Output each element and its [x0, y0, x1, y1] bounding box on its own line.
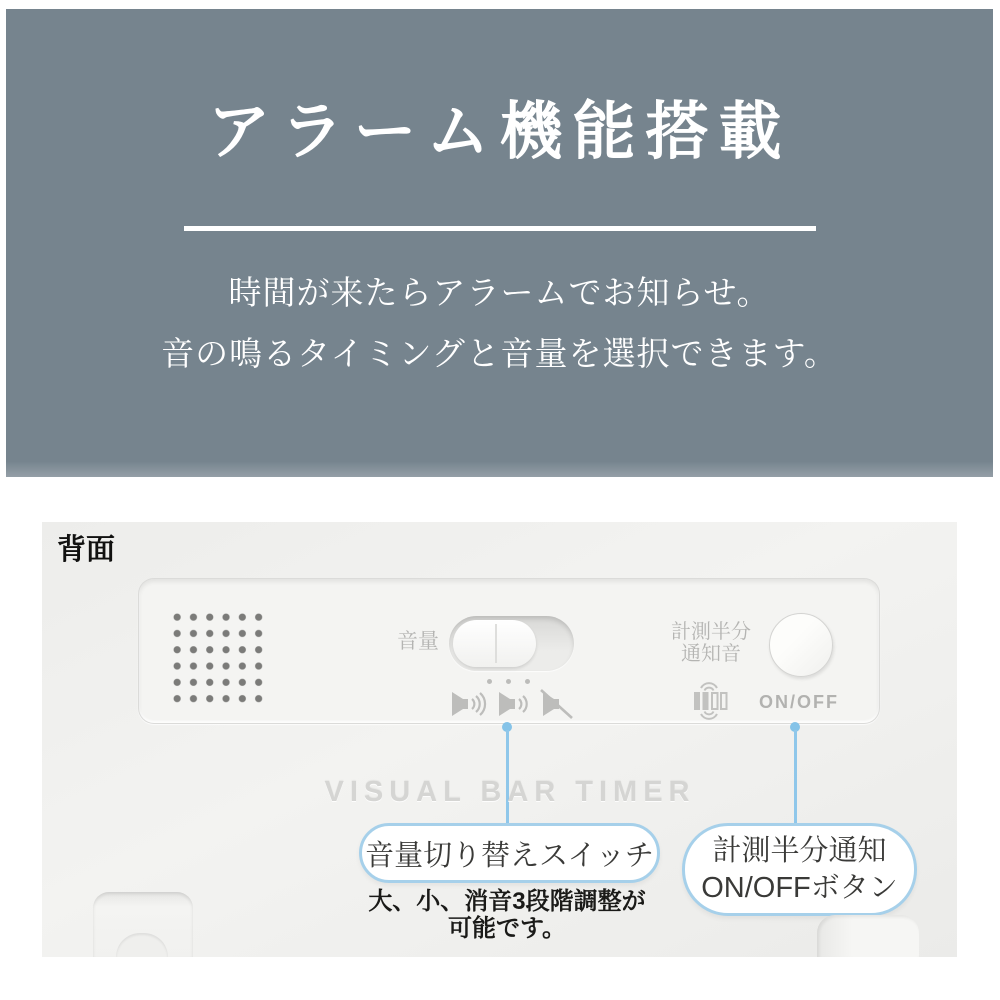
note-line2: 可能です。: [447, 915, 567, 942]
volume-label: 音量: [397, 630, 439, 653]
speaker-loud-icon: [452, 692, 485, 716]
notify-label-line1: 計測半分: [671, 621, 751, 643]
hero-bottom-fade: [6, 461, 993, 477]
stand-foot-left: [93, 892, 193, 957]
callout-volume-switch: [359, 823, 660, 883]
volume-adjust-note: [354, 888, 660, 942]
on-off-text-label: ON/OFF: [759, 692, 839, 712]
control-panel-recess: [138, 578, 880, 724]
callout-notify-line1: 計測半分通知: [712, 835, 887, 867]
volume-level-icons: [451, 689, 575, 719]
hero-divider: [184, 226, 816, 231]
speaker-low-icon: [499, 692, 527, 716]
speaker-grille-icon: [167, 607, 265, 705]
hero-title: アラーム機能搭載: [207, 97, 792, 167]
on-off-round-button: [769, 613, 833, 677]
notify-label-line2: 通知音: [681, 643, 741, 665]
hero-subtitle-line1: 時間が来たらアラームでお知らせ。: [228, 274, 771, 311]
callout-volume-label: 音量切り替えスイッチ: [365, 839, 654, 872]
volume-slider-knob: [453, 620, 536, 667]
callout-notify-button: [682, 823, 917, 916]
position-dot: [525, 679, 530, 684]
slider-position-dots: [487, 679, 530, 684]
stand-foot-right: [817, 915, 919, 957]
embossed-product-logo: VISUAL BAR TIMER: [324, 776, 696, 808]
knob-seam: [495, 624, 497, 663]
half-measure-notify-label: [669, 621, 753, 665]
back-side-label: 背面: [57, 534, 116, 566]
position-dot: [487, 679, 492, 684]
hero-banner: [6, 9, 993, 477]
bar-timer-sound-icon: [687, 679, 737, 723]
stand-foot-arch: [116, 933, 168, 957]
note-line1: 大、小、消音3段階調整が: [368, 888, 646, 915]
leader-line-notify: [794, 730, 797, 825]
callout-notify-line2: ON/OFFボタン: [701, 872, 898, 904]
hero-subtitle-line2: 音の鳴るタイミングと音量を選択できます。: [161, 335, 838, 372]
product-back-photo: [42, 522, 957, 957]
volume-slider-switch: [449, 616, 574, 671]
position-dot: [506, 679, 511, 684]
speaker-mute-icon: [541, 690, 572, 718]
